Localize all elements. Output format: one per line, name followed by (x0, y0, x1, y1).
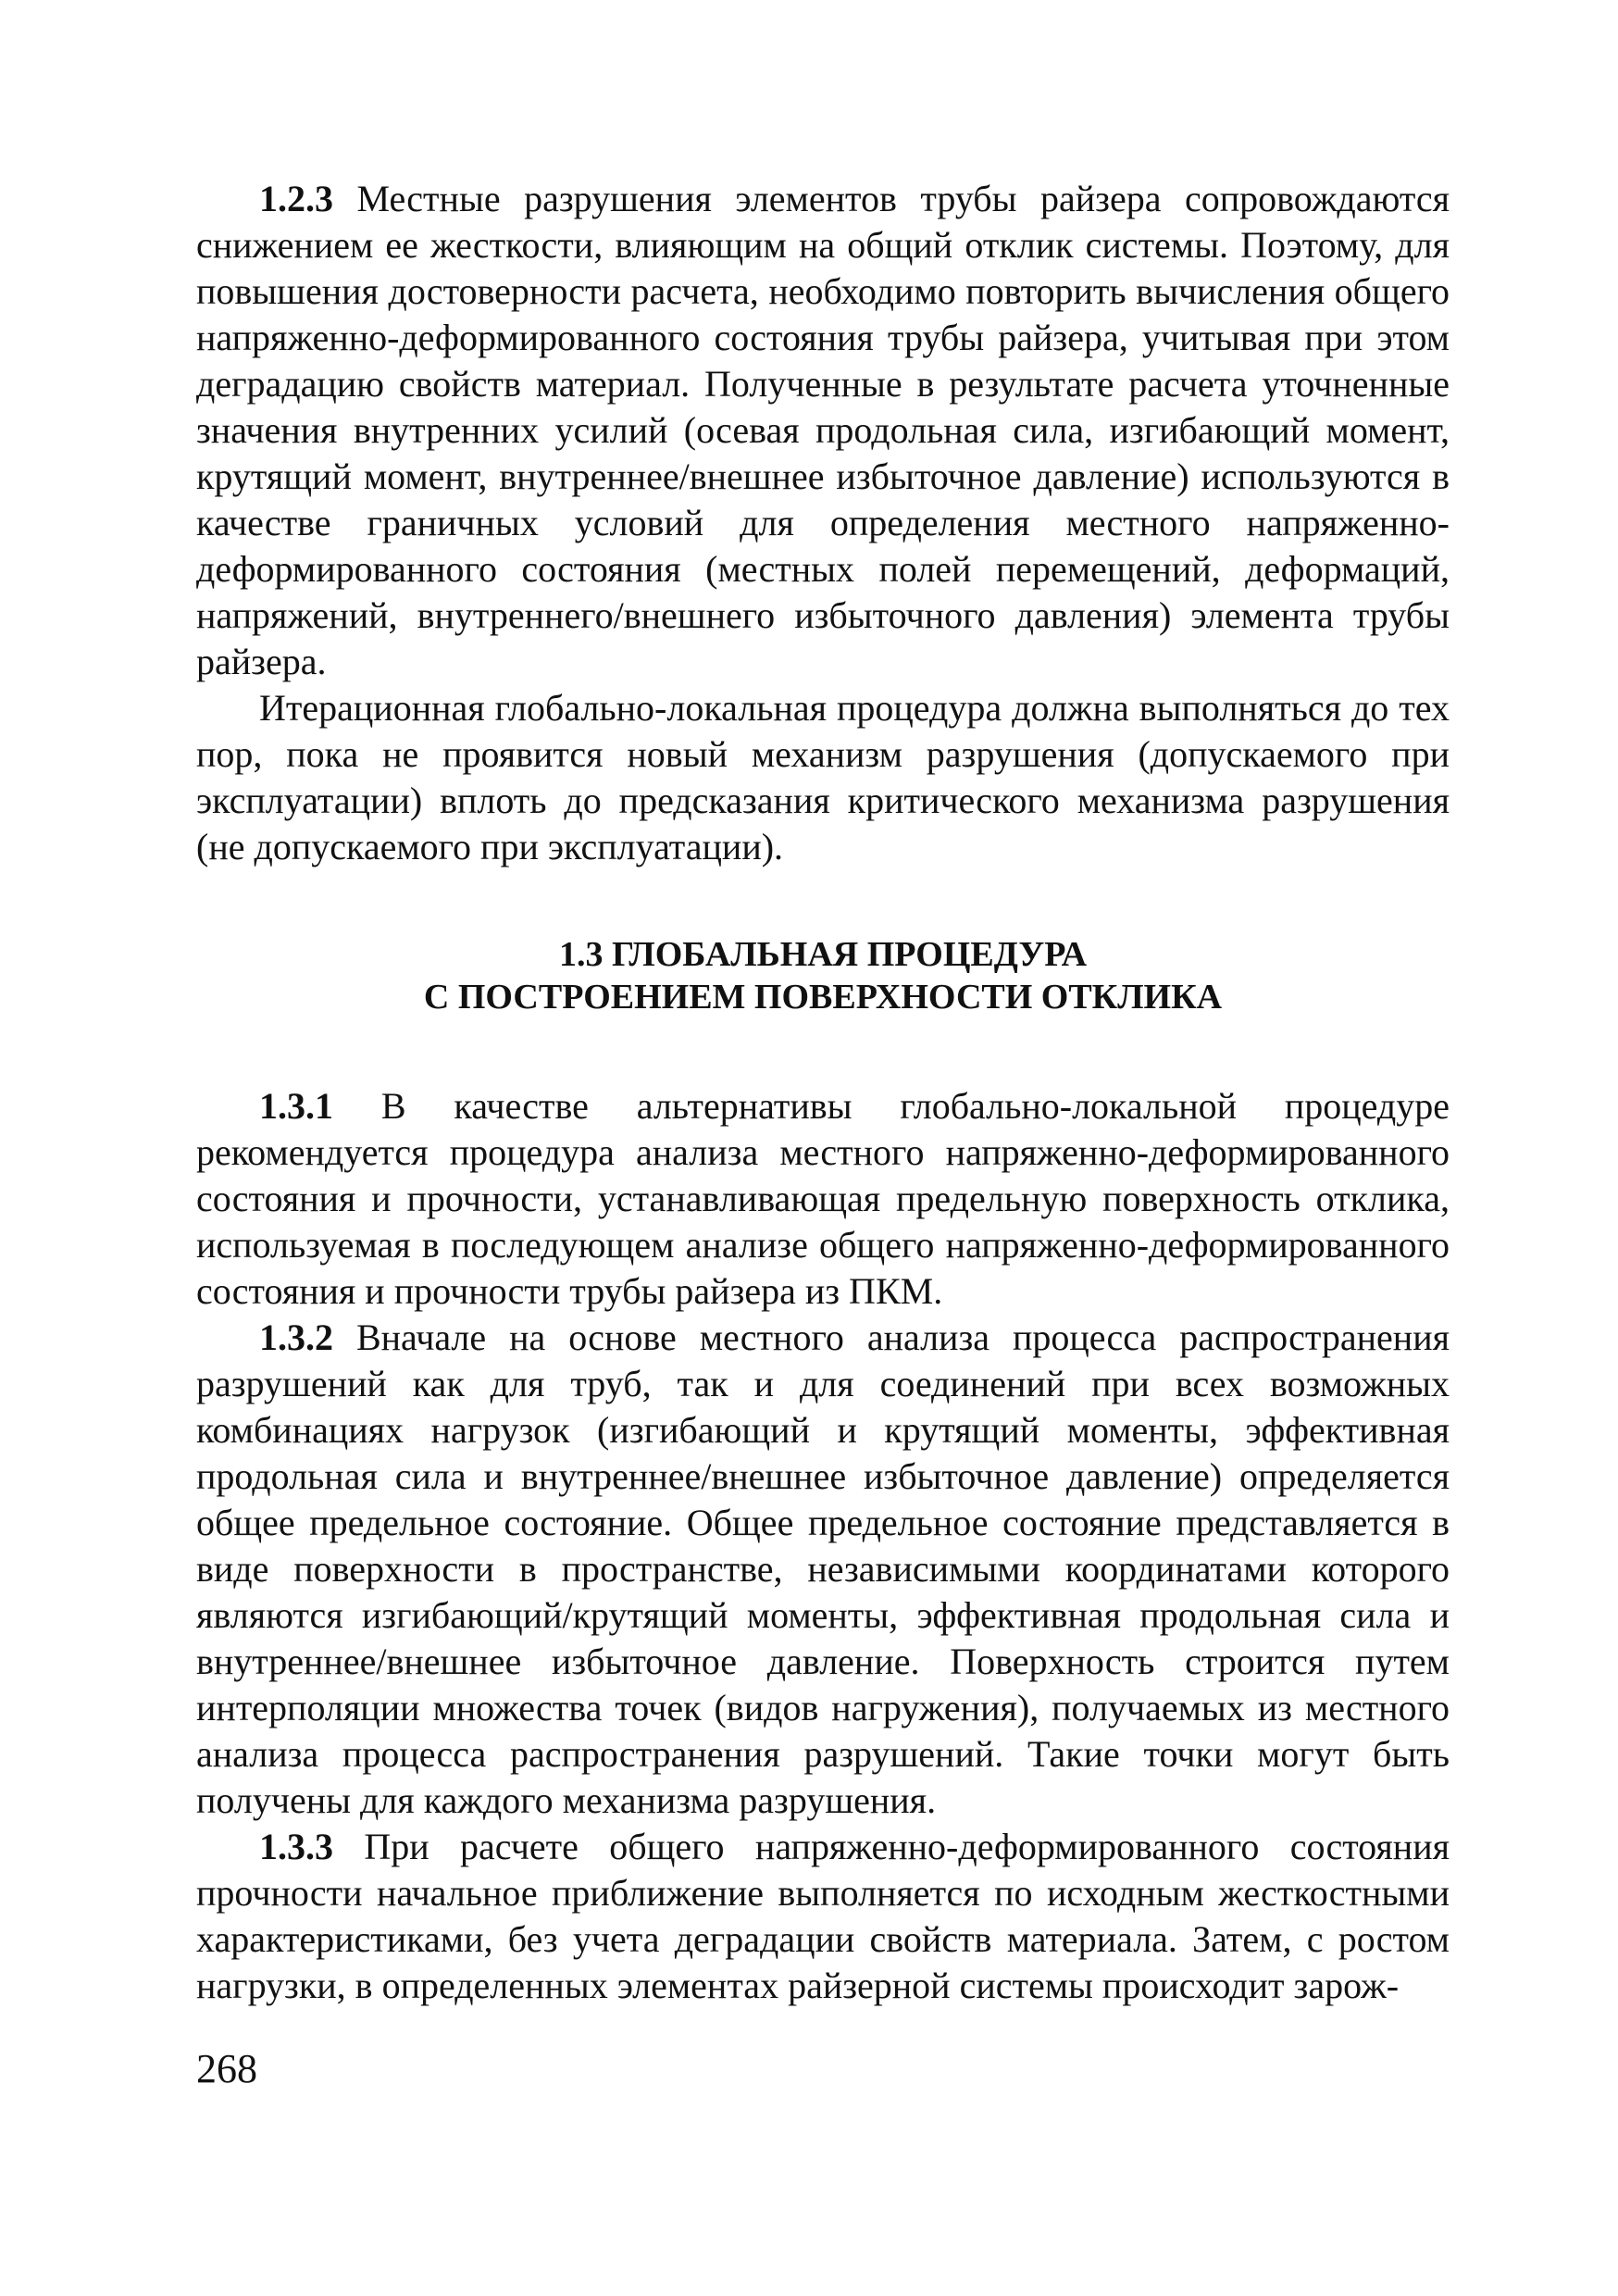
paragraph-text: Местные разрушения элементов трубы райзера сопровождаются снижением ее жесткости, влияющим на общий отклик системы. Поэтому, для повышения достоверности расчета, необходимо повторить вычисления общего напряженно-деформированного состояния трубы райзера, учитывая при этом деградацию свойств материал. Полученные в результате расчета уточненные значения внутренних усилий (осевая продольная сила, изгибающий момент, крутящий момент, внутреннее/внешнее избыточное давление) используются в качестве граничных условий для определения местного напряженно-деформированного состояния (местных полей перемещений, деформаций, напряжений, внутреннего/внешнего избыточного давления) элемента трубы райзера. (196, 178, 1450, 682)
page-body (196, 176, 1450, 2009)
section-heading (196, 933, 1450, 1018)
heading-line-2: С ПОСТРОЕНИЕМ ПОВЕРХНОСТИ ОТКЛИКА (423, 978, 1223, 1017)
section-number: 1.3.1 (259, 1085, 333, 1127)
page-number: 268 (196, 2046, 257, 2091)
paragraph-text: Вначале на основе местного анализа процесса распространения разрушений как для труб, так и для соединений при всех возможных комбинациях нагрузок (изгибающий и крутящий моменты, эффективная продольная сила и внутреннее/внешнее избыточное давление) определяется общее предельное состояние. Общее предельное состояние представляется в виде поверхности в пространстве, независимыми координатами которого являются изгибающий/крутящий моменты, эффективная продольная сила и внутреннее/внешнее избыточное давление. Поверхность строится путем интерполяции множества точек (видов нагружения), получаемых из местного анализа процесса распространения разрушений. Такие точки могут быть получены для каждого механизма разрушения. (196, 1316, 1450, 1821)
paragraph-1-3-2 (196, 1315, 1450, 1824)
section-number: 1.2.3 (259, 178, 333, 219)
paragraph-1-2-3 (196, 176, 1450, 685)
paragraph-text: Итерационная глобально-локальная процедура должна выполняться до тех пор, пока не проявится новый механизм разрушения (допускаемого при эксплуатации) вплоть до предсказания критического механизма разрушения (не допускаемого при эксплуатации). (196, 687, 1450, 867)
section-number: 1.3.3 (259, 1826, 333, 1867)
paragraph-text: В качестве альтернативы глобально-локальной процедуре рекомендуется процедура анализа местного напряженно-деформированного состояния и прочности, устанавливающая предельную поверхность отклика, используемая в последующем анализе общего напряженно-деформированного состояния и прочности трубы райзера из ПКМ. (196, 1085, 1450, 1312)
section-number: 1.3.2 (259, 1316, 333, 1358)
paragraph-iteration (196, 685, 1450, 870)
paragraph-1-3-1 (196, 1083, 1450, 1315)
paragraph-text: При расчете общего напряженно-деформированного состояния прочности начальное приближение выполняется по исходным жесткостными характеристиками, без учета деградации свойств материала. Затем, с ростом нагрузки, в определенных элементах райзерной системы происходит зарож- (196, 1826, 1450, 2006)
paragraph-1-3-3 (196, 1824, 1450, 2009)
heading-line-1: 1.3 ГЛОБАЛЬНАЯ ПРОЦЕДУРА (558, 935, 1088, 974)
